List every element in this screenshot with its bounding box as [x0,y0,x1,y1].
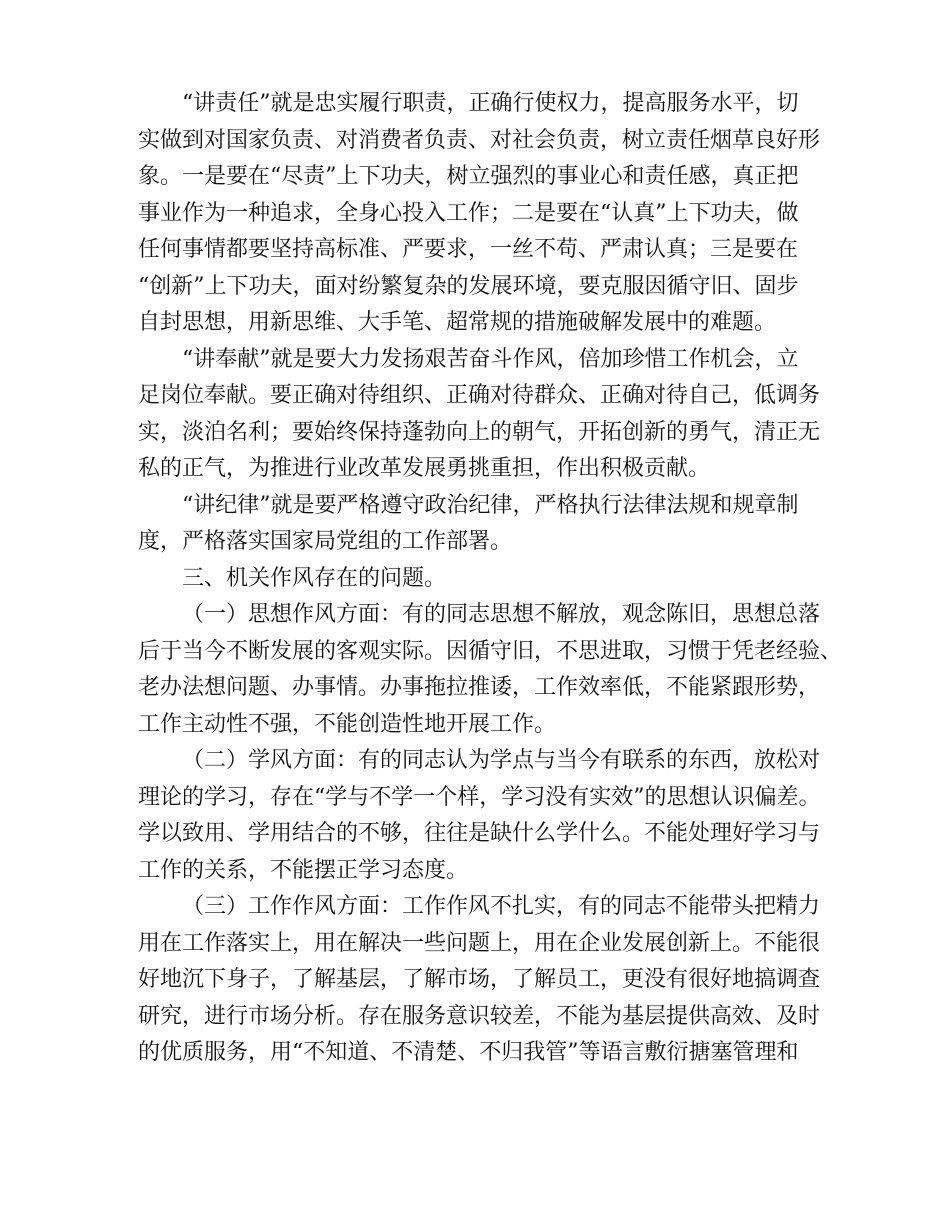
paragraph-line: “讲奉献”就是要大力发扬艰苦奋斗作风，倍加珍惜工作机会，立 [182,346,799,372]
paragraph-line: 后于当今不断发展的客观实际。因循守旧，不思进取，习惯于凭老经验、 [138,638,843,664]
paragraph-line: （二）学风方面：有的同志认为学点与当今有联系的东西，放松对 [182,748,821,773]
paragraph-line: 好地沉下身子，了解基层，了解市场，了解员工，更没有很好地搞调查 [138,967,821,992]
paragraph-line: 自封思想，用新思维、大手笔、超常规的措施破解发展中的难题。 [138,310,777,335]
paragraph-line: 工作的关系，不能摆正学习态度。 [138,857,469,883]
paragraph-line: 学以致用、学用结合的不够，往往是缺什么学什么。不能处理好学习与 [138,821,821,846]
paragraph-line: 度，严格落实国家局党组的工作部署。 [138,529,513,554]
paragraph-line: 事业作为一种追求，全身心投入工作；二是要在“认真”上下功夫，做 [138,200,799,226]
paragraph-line: （三）工作作风方面：工作作风不扎实，有的同志不能带头把精力 [182,894,821,919]
paragraph-line: （一）思想作风方面：有的同志思想不解放，观念陈旧，思想总落 [182,602,821,627]
paragraph-line: 用在工作落实上，用在解决一些问题上，用在企业发展创新上。不能很 [138,930,821,956]
section-heading: 三、机关作风存在的问题。 [182,565,447,591]
paragraph-line: 任何事情都要坚持高标准、严要求，一丝不苟、严肃认真；三是要在 [138,237,799,262]
paragraph-line: 老办法想问题、办事情。办事拖拉推诿，工作效率低，不能紧跟形势， [138,675,821,700]
paragraph-line: 象。一是要在“尽责”上下功夫，树立强烈的事业心和责任感，真正把 [138,164,799,189]
paragraph-line: “讲责任”就是忠实履行职责，正确行使权力，提高服务水平，切 [182,91,799,116]
paragraph-line: 私的正气，为推进行业改革发展勇挑重担，作出积极贡献。 [138,456,711,481]
document-body [138,86,843,1072]
paragraph-line: 足岗位奉献。要正确对待组织、正确对待群众、正确对待自己，低调务 [138,383,821,408]
paragraph-line: 工作主动性不强，不能创造性地开展工作。 [138,711,557,737]
paragraph-line: 实做到对国家负责、对消费者负责、对社会负责，树立责任烟草良好形 [138,127,821,153]
paragraph-line: 理论的学习，存在“学与不学一个样，学习没有实效”的思想认识偏差。 [138,784,821,810]
paragraph-line: 实，淡泊名利；要始终保持蓬勃向上的朝气，开拓创新的勇气，清正无 [138,419,821,445]
paragraph-line: 的优质服务，用“不知道、不清楚、不归我管”等语言敷衍搪塞管理和 [138,1040,799,1065]
paragraph-line: 研究，进行市场分析。存在服务意识较差，不能为基层提供高效、及时 [138,1003,821,1029]
paragraph-line: “创新”上下功夫，面对纷繁复杂的发展环境，要克服因循守旧、固步 [138,273,799,299]
paragraph-line: “讲纪律”就是要严格遵守政治纪律，严格执行法律法规和规章制 [182,492,799,518]
